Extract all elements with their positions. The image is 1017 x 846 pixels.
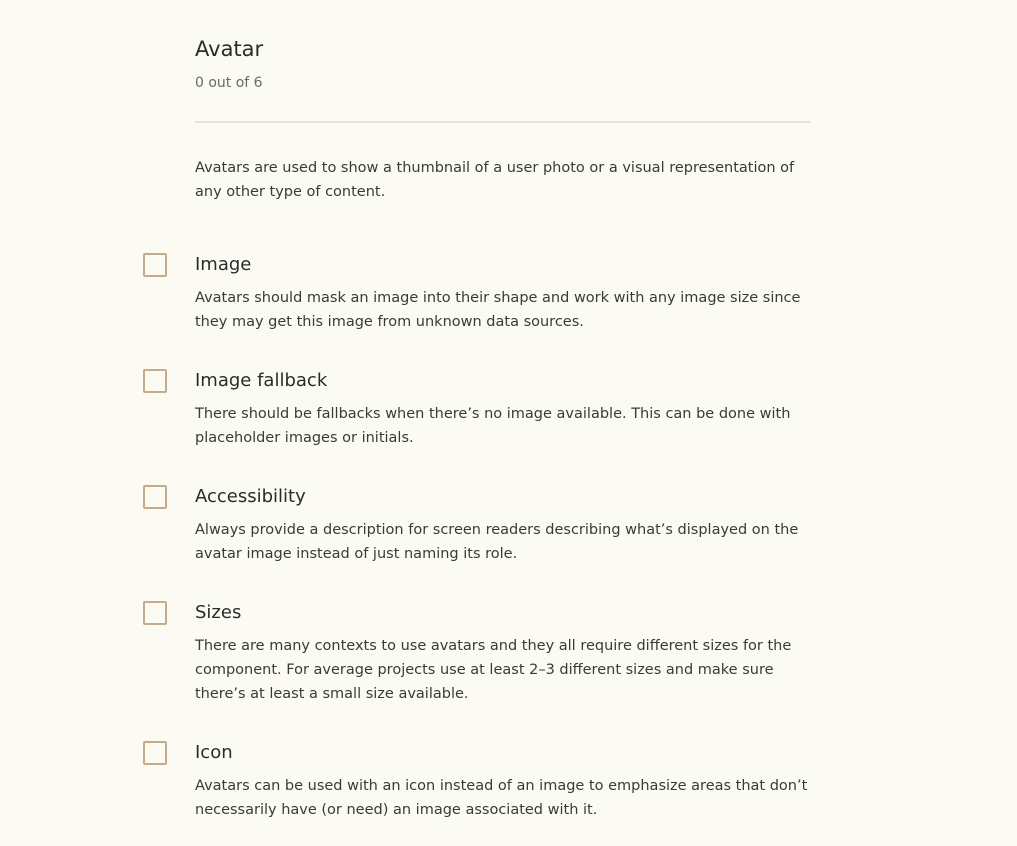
item-title: Accessibility (195, 486, 306, 507)
section-title: Avatar (195, 37, 264, 61)
item-description: Avatars should mask an image into their shape and work with any image size since they may get this image from unknown data sources. (195, 290, 801, 330)
checkbox-accessibility[interactable] (143, 485, 167, 509)
checkbox-image-fallback[interactable] (143, 369, 167, 393)
item-description: Always provide a description for screen readers describing what’s displayed on the avatar image instead of just naming its role. (195, 522, 799, 562)
item-description: There should be fallbacks when there’s no image available. This can be done with placeholder images or initials. (195, 406, 791, 446)
section-description: Avatars are used to show a thumbnail of a user photo or a visual representation of any other type of content. (195, 160, 795, 200)
item-title: Image (195, 254, 252, 275)
item-title: Icon (195, 742, 233, 763)
progress-counter: 0 out of 6 (195, 75, 263, 91)
checkbox-icon[interactable] (143, 741, 167, 765)
checkbox-sizes[interactable] (143, 601, 167, 625)
item-description: There are many contexts to use avatars and they all require different sizes for the component. For average projects use at least 2–3 different sizes and make sure there’s at least a small size available. (195, 638, 792, 702)
item-title: Sizes (195, 602, 242, 623)
item-title: Image fallback (195, 370, 328, 391)
section-divider (195, 121, 811, 123)
item-description: Avatars can be used with an icon instead of an image to emphasize areas that don’t necessarily have (or need) an image associated with it. (195, 778, 808, 818)
section-header (195, 34, 811, 93)
checkbox-image[interactable] (143, 253, 167, 277)
